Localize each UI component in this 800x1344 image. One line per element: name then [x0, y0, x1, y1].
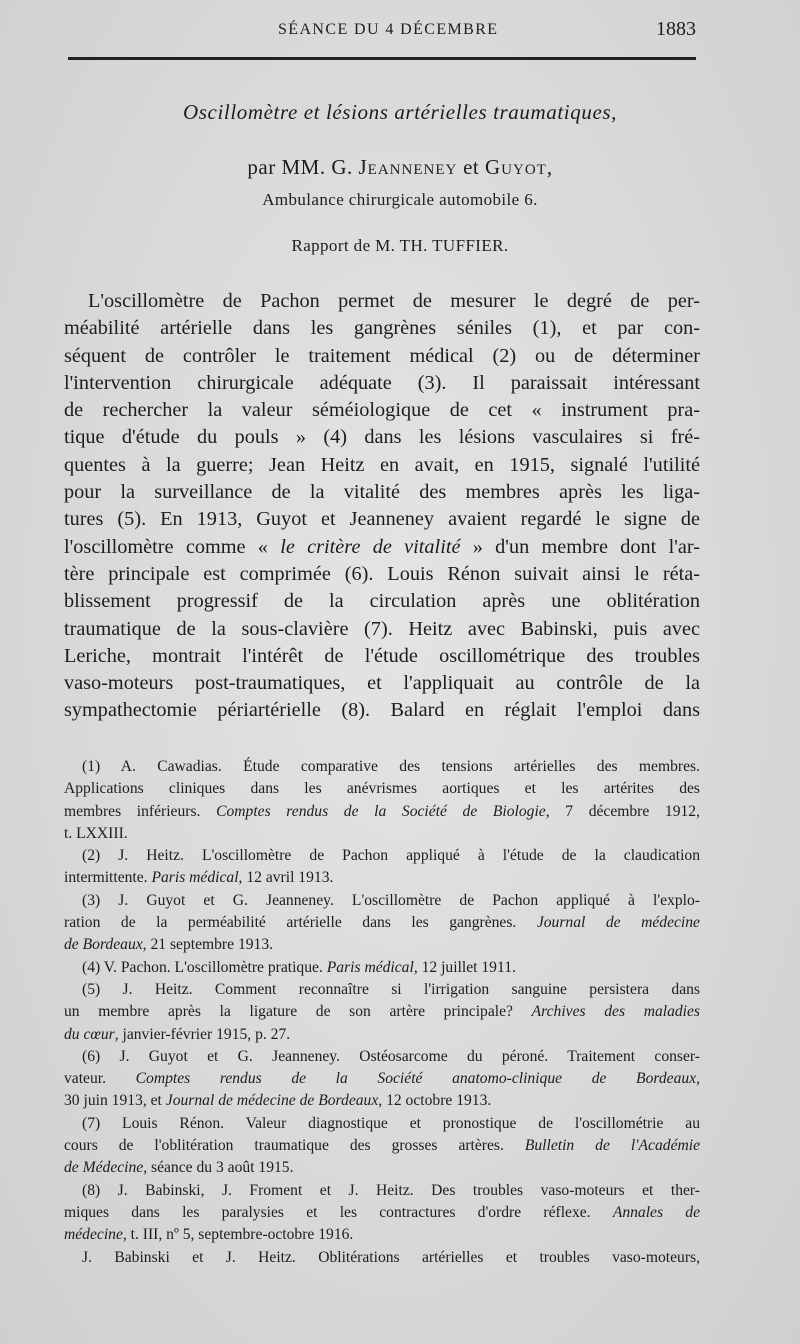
footnote-line: [64, 1024, 700, 1046]
text-run: intermittente.: [64, 869, 152, 887]
footnote-line: [64, 1068, 700, 1090]
text-run: 30 juin 1913, et: [64, 1092, 166, 1110]
affiliation: Ambulance chirurgicale automobile 6.: [262, 190, 538, 209]
italic-citation: médecine: [64, 1226, 123, 1244]
body-line: pour la surveillance de la vitalité des membres après les liga-: [64, 481, 700, 504]
footnote-line: [64, 890, 700, 912]
text-run: un membre après la ligature de son artère principale?: [64, 1003, 532, 1021]
footnote-line: [64, 957, 700, 979]
text-run: (7) Louis Rénon. Valeur diagnostique et pronostique de l'oscillométrie au: [82, 1114, 700, 1132]
body-line: quentes à la guerre; Jean Heitz en avait, en 1915, signalé l'utilité: [64, 453, 700, 476]
italic-citation: Comptes rendus de la Société anatomo-clinique de Bordeaux: [135, 1070, 697, 1088]
article-title: Oscillomètre et lésions artérielles traumatiques,: [183, 100, 617, 124]
body-line: tique d'étude du pouls » (4) dans les lésions vasculaires si fré-: [64, 426, 700, 449]
footnote-line: [64, 823, 700, 845]
footnote-line: [64, 1113, 700, 1135]
body-line: traumatique de la sous-clavière (7). Heitz avec Babinski, puis avec: [64, 617, 700, 640]
footnote-line: [64, 1224, 700, 1246]
text-run: , 7 décembre 1912,: [545, 802, 701, 820]
body-line: de rechercher la valeur séméiologique de cet « instrument pra-: [64, 399, 700, 422]
body-line: tures (5). En 1913, Guyot et Jeanneney avaient regardé le signe de: [64, 508, 700, 531]
text-run: l'oscillomètre comme «: [64, 535, 281, 558]
text-run: (5) J. Heitz. Comment reconnaître si l'irrigation sanguine persistera dans: [82, 980, 700, 998]
author-prefix: par MM. G.: [247, 155, 359, 179]
text-run: cours de l'oblitération traumatique des grosses artères.: [64, 1137, 525, 1155]
italic-citation: de Bordeaux: [64, 936, 143, 954]
body-text: [64, 288, 700, 725]
running-head: SÉANCE DU 4 DÉCEMBRE: [278, 21, 499, 38]
italic-citation: Journal de médecine: [536, 914, 700, 932]
text-run: , 12 octobre 1913.: [378, 1092, 492, 1110]
text-run: , 12 avril 1913.: [238, 869, 334, 887]
text-run: miques dans les paralysies et les contractures d'ordre réflexe.: [64, 1203, 613, 1221]
text-run: (4) V. Pachon. L'oscillomètre pratique.: [82, 958, 327, 976]
report-line: Rapport de M. TH. TUFFIER.: [291, 236, 509, 255]
body-line: vaso-moteurs post-traumatiques, et l'appliquait au contrôle de la: [64, 672, 700, 695]
page-number: 1883: [656, 18, 696, 40]
author-name-jeanneney: Jeanneney: [358, 155, 458, 179]
italic-citation: du cœur: [64, 1025, 115, 1043]
text-run: , 21 septembre 1913.: [142, 936, 274, 954]
italic-citation: Journal de médecine de Bordeaux: [165, 1092, 379, 1110]
italic-citation: de Médecine: [64, 1159, 144, 1177]
footnote-line: [64, 756, 700, 778]
text-run: ration de la perméabilité artérielle dans les gangrènes.: [64, 914, 537, 932]
author-suffix: ,: [546, 155, 553, 179]
text-run: (8) J. Babinski, J. Froment et J. Heitz. Des troubles vaso-moteurs et ther-: [82, 1181, 700, 1199]
footnote-line: [64, 1001, 700, 1023]
text-run: t. LXXIII.: [64, 824, 128, 842]
italic-citation: Archives des maladies: [531, 1003, 700, 1021]
text-run: , janvier-février 1915, p. 27.: [114, 1025, 291, 1043]
author-name-guyot: Guyot: [484, 155, 547, 179]
body-line: [64, 534, 700, 561]
text-run: , 12 juillet 1911.: [413, 958, 516, 976]
body-line: tère principale est comprimée (6). Louis Rénon suivait ainsi le réta-: [64, 562, 700, 585]
text-run: (3) J. Guyot et G. Jeanneney. L'oscillomètre de Pachon appliqué à l'explo-: [82, 891, 700, 909]
footnote-line: [64, 1135, 700, 1157]
text-run: (2) J. Heitz. L'oscillomètre de Pachon appliqué à l'étude de la claudication: [82, 847, 700, 865]
author-conjunction: et: [457, 155, 485, 179]
footnote-line: [64, 1090, 700, 1112]
text-run: , séance du 3 août 1915.: [143, 1159, 294, 1177]
text-run: Applications cliniques dans les anévrismes aortiques et les artérites des: [64, 780, 700, 798]
italic-citation: Comptes rendus de la Société de Biologie: [216, 802, 546, 820]
text-run: (6) J. Guyot et G. Jeanneney. Ostéosarcome du péroné. Traitement conser-: [82, 1047, 700, 1065]
footnote-line: [64, 912, 700, 934]
italic-citation: Annales de: [612, 1203, 700, 1221]
italic-citation: Bulletin de l'Académie: [524, 1137, 701, 1155]
author-line: [0, 155, 800, 180]
body-line: sympathectomie périartérielle (8). Balard en réglait l'emploi dans: [64, 699, 700, 722]
body-line: Leriche, montrait l'intérêt de l'étude oscillométrique des troubles: [64, 644, 700, 667]
footnote-line: [64, 1247, 700, 1269]
footnote-line: [64, 778, 700, 800]
text-run: J. Babinski et J. Heitz. Oblitérations artérielles et troubles vaso-moteurs,: [82, 1248, 700, 1266]
text-run: ,: [696, 1070, 700, 1088]
italic-citation: Paris médical: [151, 869, 239, 887]
text-run: membres inférieurs.: [64, 802, 217, 820]
body-line: L'oscillomètre de Pachon permet de mesurer le degré de per-: [88, 290, 700, 312]
text-run: , t. III, nº 5, septembre-octobre 1916.: [122, 1226, 354, 1244]
footnote-line: [64, 801, 700, 823]
text-run: vateur.: [64, 1070, 136, 1088]
footnote-line: [64, 1180, 700, 1202]
body-line: méabilité artérielle dans les gangrènes séniles (1), et par con-: [64, 317, 700, 340]
footnote-line: [64, 1157, 700, 1179]
footnote-line: [64, 979, 700, 1001]
italic-citation: Paris médical: [326, 958, 414, 976]
body-line: séquent de contrôler le traitement médical (2) ou de déterminer: [64, 344, 700, 367]
text-run: (1) A. Cawadias. Étude comparative des tensions artérielles des membres.: [82, 758, 700, 775]
text-run: » d'un membre dont l'ar-: [460, 535, 700, 558]
footnote-line: [64, 1202, 700, 1224]
page-header: [0, 18, 800, 44]
body-line: blissement progressif de la circulation après une oblitération: [64, 590, 700, 613]
footnote-line: [64, 845, 700, 867]
body-line: l'intervention chirurgicale adéquate (3). Il paraissait intéressant: [64, 371, 700, 394]
footnotes: [64, 756, 700, 1269]
italic-phrase: le critère de vitalité: [280, 535, 461, 558]
footnote-line: [64, 867, 700, 889]
footnote-line: [64, 934, 700, 956]
header-rule: [68, 57, 696, 60]
footnote-line: [64, 1046, 700, 1068]
